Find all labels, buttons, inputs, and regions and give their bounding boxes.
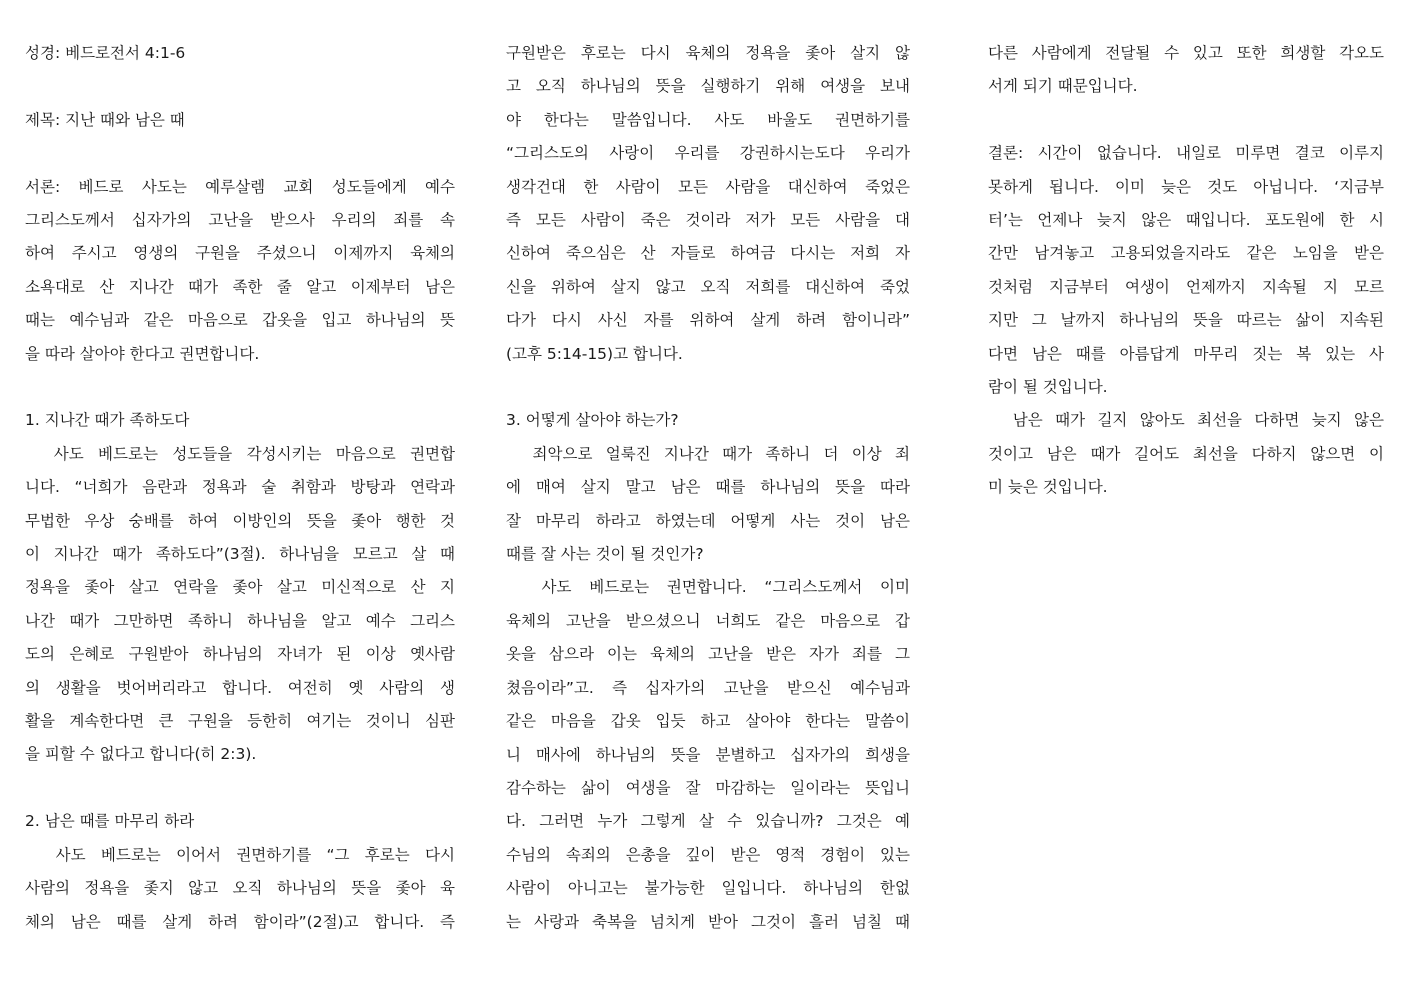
text-line: 다. 그러면 누가 그렇게 살 수 있습니까? 그것은 예: [506, 812, 910, 831]
text-line: 지만 그 날까지 하나님의 뜻을 따르는 삶이 지속된: [988, 311, 1384, 330]
text-line: 제목: 지난 때와 남은 때: [25, 110, 185, 129]
text-line: (고후 5:14-15)고 합니다.: [506, 344, 683, 363]
text-line: 생각건대 한 사람이 모든 사람을 대신하여 죽었은: [506, 177, 910, 196]
text-line: 때는 예수님과 같은 마음으로 갑옷을 입고 하나님의 뜻: [25, 311, 455, 330]
text-line: 을 피할 수 없다고 합니다(히 2:3).: [25, 745, 257, 764]
text-line: 무법한 우상 숭배를 하여 이방인의 뜻을 좇아 행한 것: [25, 511, 455, 530]
text-line: 다면 남은 때를 아름답게 마무리 짓는 복 있는 사: [988, 344, 1384, 363]
blank-line: [25, 772, 455, 805]
text-line: 수님의 속죄의 은총을 깊이 받은 영적 경험이 있는: [506, 845, 910, 864]
text-line: 의 생활을 벗어버리라고 합니다. 여전히 옛 사람의 생: [25, 678, 455, 697]
text-line: 다가 다시 사신 자를 위하여 살게 하려 함이니라”: [506, 311, 910, 330]
column-2: [506, 37, 910, 939]
column-3: [988, 37, 1384, 505]
text-line: 다른 사람에게 전달될 수 있고 또한 희생할 각오도: [988, 44, 1384, 62]
blank-line: [25, 137, 455, 170]
text-line: 1. 지나간 때가 족하도다: [25, 411, 190, 430]
column-1: [25, 37, 455, 939]
blank-line: [988, 104, 1384, 137]
text-line: 정욕을 좇아 살고 연락을 좇아 살고 미신적으로 산 지: [25, 578, 455, 597]
text-line: 2. 남은 때를 마무리 하라: [25, 812, 195, 831]
text-line: 나간 때가 그만하면 족하니 하나님을 알고 예수 그리스: [25, 611, 455, 630]
text-line: 이 지나간 때가 족하도다”(3절). 하나님을 모르고 살 때: [25, 545, 455, 564]
text-line: 야 한다는 말씀입니다. 사도 바울도 권면하기를: [506, 110, 910, 129]
text-line: 미 늦은 것입니다.: [988, 478, 1108, 497]
blank-line: [506, 371, 910, 404]
text-line: 성경: 베드로전서 4:1-6: [25, 44, 186, 62]
text-line: “그리스도의 사랑이 우리를 강권하시는도다 우리가: [506, 144, 910, 163]
text-line: 죄악으로 얼룩진 지나간 때가 족하니 더 이상 죄: [506, 444, 910, 463]
text-line: 때를 잘 사는 것이 될 것인가?: [506, 545, 704, 564]
text-line: 육체의 고난을 받으셨으니 너희도 같은 마음으로 갑: [506, 611, 910, 630]
text-line: 그리스도께서 십자가의 고난을 받으사 우리의 죄를 속: [25, 211, 455, 229]
text-line: 결론: 시간이 없습니다. 내일로 미루면 결코 이루지: [988, 144, 1384, 163]
text-line: 것이고 남은 때가 길어도 최선을 다하지 않으면 이: [988, 444, 1384, 463]
text-line: 니다. “너희가 음란과 정욕과 술 취함과 방탕과 연락과: [25, 478, 455, 497]
text-line: 서게 되기 때문입니다.: [988, 77, 1138, 96]
text-line: 못하게 됩니다. 이미 늦은 것도 아닙니다. ‘지금부: [988, 177, 1384, 196]
blank-line: [25, 371, 455, 404]
text-line: 간만 남겨놓고 고용되었을지라도 같은 노임을 받은: [988, 244, 1384, 263]
text-line: 남은 때가 길지 않아도 최선을 다하면 늦지 않은: [988, 411, 1384, 430]
text-line: 쳤음이라”고. 즉 십자가의 고난을 받으신 예수님과: [506, 678, 910, 697]
text-line: 사람이 아니고는 불가능한 일입니다. 하나님의 한없: [506, 879, 910, 898]
text-line: 서론: 베드로 사도는 예루살렘 교회 성도들에게 예수: [25, 177, 455, 196]
text-line: 람이 될 것입니다.: [988, 378, 1108, 397]
text-line: 사도 베드로는 이어서 권면하기를 “그 후로는 다시: [25, 845, 455, 864]
text-line: 체의 남은 때를 살게 하려 함이라”(2절)고 합니다. 즉: [25, 912, 455, 931]
text-line: 신을 위하여 살지 않고 오직 저희를 대신하여 죽었: [506, 277, 910, 296]
text-line: 것처럼 지금부터 여생이 언제까지 지속될 지 모르: [988, 277, 1384, 296]
text-line: 활을 계속한다면 큰 구원을 등한히 여기는 것이니 심판: [25, 712, 455, 731]
text-line: 소욕대로 산 지나간 때가 족한 줄 알고 이제부터 남은: [25, 277, 455, 296]
text-line: 구원받은 후로는 다시 육체의 정욕을 좇아 살지 않: [506, 44, 910, 62]
text-line: 에 매여 살지 말고 남은 때를 하나님의 뜻을 따라: [506, 478, 910, 497]
text-line: 즉 모든 사람이 죽은 것이라 저가 모든 사람을 대: [506, 211, 910, 230]
text-line: 신하여 죽으심은 산 자들로 하여금 다시는 저희 자: [506, 244, 910, 263]
text-line: 터’는 언제나 늦지 않은 때입니다. 포도원에 한 시: [988, 211, 1384, 230]
text-line: 3. 어떻게 살아야 하는가?: [506, 411, 679, 430]
text-line: 잘 마무리 하라고 하였는데 어떻게 사는 것이 남은: [506, 511, 910, 530]
text-line: 같은 마음을 갑옷 입듯 하고 살아야 한다는 말씀이: [506, 712, 910, 731]
text-line: 감수하는 삶이 여생을 잘 마감하는 일이라는 뜻입니: [506, 778, 910, 797]
blank-line: [25, 70, 455, 103]
text-line: 옷을 삼으라 이는 육체의 고난을 받은 자가 죄를 그: [506, 645, 910, 664]
text-line: 니 매사에 하나님의 뜻을 분별하고 십자가의 희생을: [506, 745, 910, 764]
text-line: 사도 베드로는 성도들을 각성시키는 마음으로 권면합: [25, 444, 455, 463]
text-line: 을 따라 살아야 한다고 권면합니다.: [25, 344, 260, 363]
text-line: 사도 베드로는 권면합니다. “그리스도께서 이미: [506, 578, 910, 597]
text-line: 사람의 정욕을 좇지 않고 오직 하나님의 뜻을 좇아 육: [25, 879, 455, 898]
text-line: 는 사랑과 축복을 넘치게 받아 그것이 흘러 넘칠 때: [506, 912, 910, 931]
text-line: 고 오직 하나님의 뜻을 실행하기 위해 여생을 보내: [506, 77, 910, 96]
text-line: 하여 주시고 영생의 구원을 주셨으니 이제까지 육체의: [25, 244, 455, 263]
text-line: 도의 은혜로 구원받아 하나님의 자녀가 된 이상 옛사람: [25, 645, 455, 664]
